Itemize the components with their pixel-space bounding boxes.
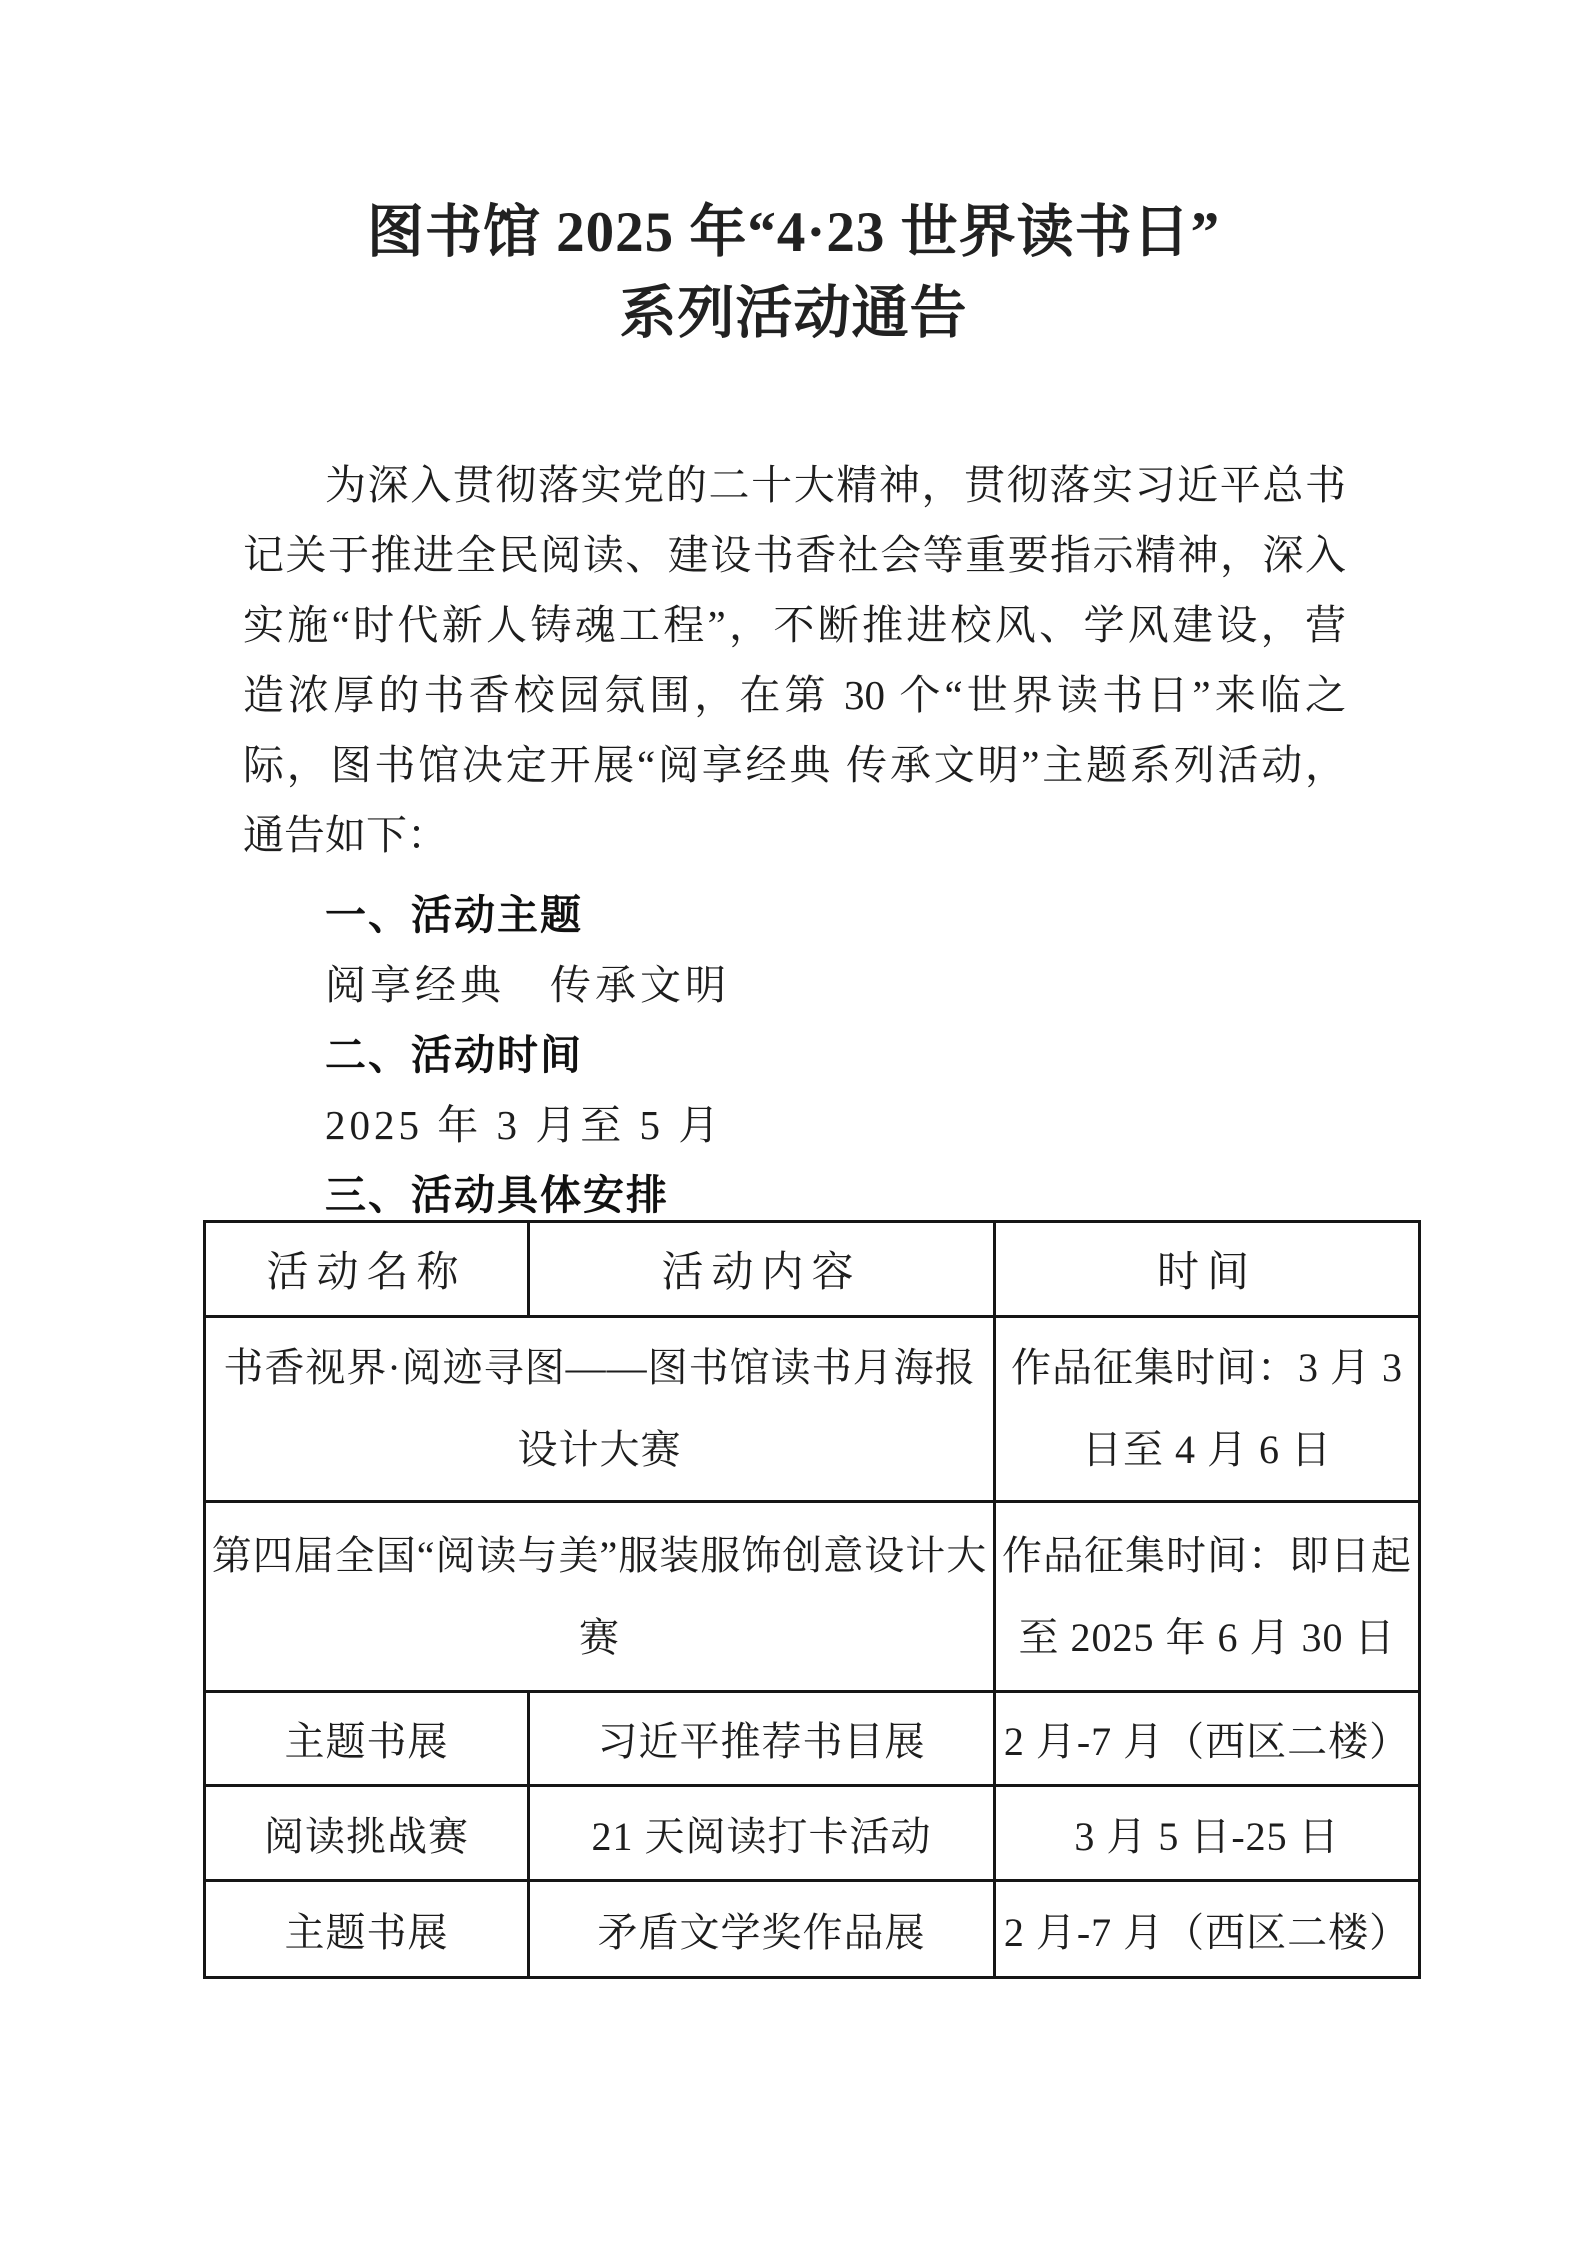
activity-name-cell: 主题书展 bbox=[205, 1881, 529, 1978]
activity-schedule-table bbox=[203, 1220, 1421, 1979]
activity-name-cell: 书香视界·阅迹寻图——图书馆读书月海报设计大赛 bbox=[205, 1317, 995, 1502]
activity-content-cell: 习近平推荐书目展 bbox=[529, 1692, 995, 1786]
column-header-time: 时间 bbox=[995, 1222, 1420, 1317]
column-header-activity-name: 活动名称 bbox=[205, 1222, 529, 1317]
title-line-1: 图书馆 2025 年“4·23 世界读书日” bbox=[366, 201, 1221, 264]
table-row bbox=[205, 1692, 1420, 1786]
activity-content-cell: 矛盾文学奖作品展 bbox=[529, 1881, 995, 1978]
table-row bbox=[205, 1502, 1420, 1692]
activity-name-cell: 第四届全国“阅读与美”服装服饰创意设计大赛 bbox=[205, 1502, 995, 1692]
column-header-activity-content: 活动内容 bbox=[529, 1222, 995, 1317]
paragraph-line: 际，图书馆决定开展“阅享经典 传承文明”主题系列活动， bbox=[243, 742, 1346, 788]
section-heading-schedule: 三、活动具体安排 bbox=[325, 1172, 669, 1218]
activity-content-cell: 21 天阅读打卡活动 bbox=[529, 1786, 995, 1881]
section-body-theme: 阅享经典 传承文明 bbox=[325, 962, 730, 1008]
paragraph-line: 为深入贯彻落实党的二十大精神，贯彻落实习近平总书 bbox=[325, 462, 1346, 508]
section-heading-theme: 一、活动主题 bbox=[325, 892, 583, 938]
table-header-row bbox=[205, 1222, 1420, 1317]
table-row bbox=[205, 1786, 1420, 1881]
activity-time-cell: 3 月 5 日-25 日 bbox=[995, 1786, 1420, 1881]
activity-time-cell: 作品征集时间：3 月 3 日至 4 月 6 日 bbox=[995, 1317, 1420, 1502]
table-row bbox=[205, 1317, 1420, 1502]
activity-time-cell: 作品征集时间：即日起至 2025 年 6 月 30 日 bbox=[995, 1502, 1420, 1692]
page-title bbox=[0, 192, 1587, 354]
table-row bbox=[205, 1881, 1420, 1978]
body-text bbox=[243, 450, 1346, 1230]
activity-time-cell: 2 月-7 月（西区二楼） bbox=[995, 1881, 1420, 1978]
paragraph-line: 实施“时代新人铸魂工程”，不断推进校风、学风建设，营 bbox=[243, 602, 1346, 648]
activity-name-cell: 阅读挑战赛 bbox=[205, 1786, 529, 1881]
paragraph-line: 记关于推进全民阅读、建设书香社会等重要指示精神，深入 bbox=[243, 532, 1346, 578]
title-line-2: 系列活动通告 bbox=[619, 282, 968, 345]
paragraph-line: 通告如下： bbox=[243, 812, 448, 858]
activity-name-cell: 主题书展 bbox=[205, 1692, 529, 1786]
section-heading-time: 二、活动时间 bbox=[325, 1032, 583, 1078]
activity-time-cell: 2 月-7 月（西区二楼） bbox=[995, 1692, 1420, 1786]
section-body-time: 2025 年 3 月至 5 月 bbox=[325, 1102, 724, 1148]
paragraph-line: 造浓厚的书香校园氛围，在第 30 个“世界读书日”来临之 bbox=[243, 672, 1346, 718]
